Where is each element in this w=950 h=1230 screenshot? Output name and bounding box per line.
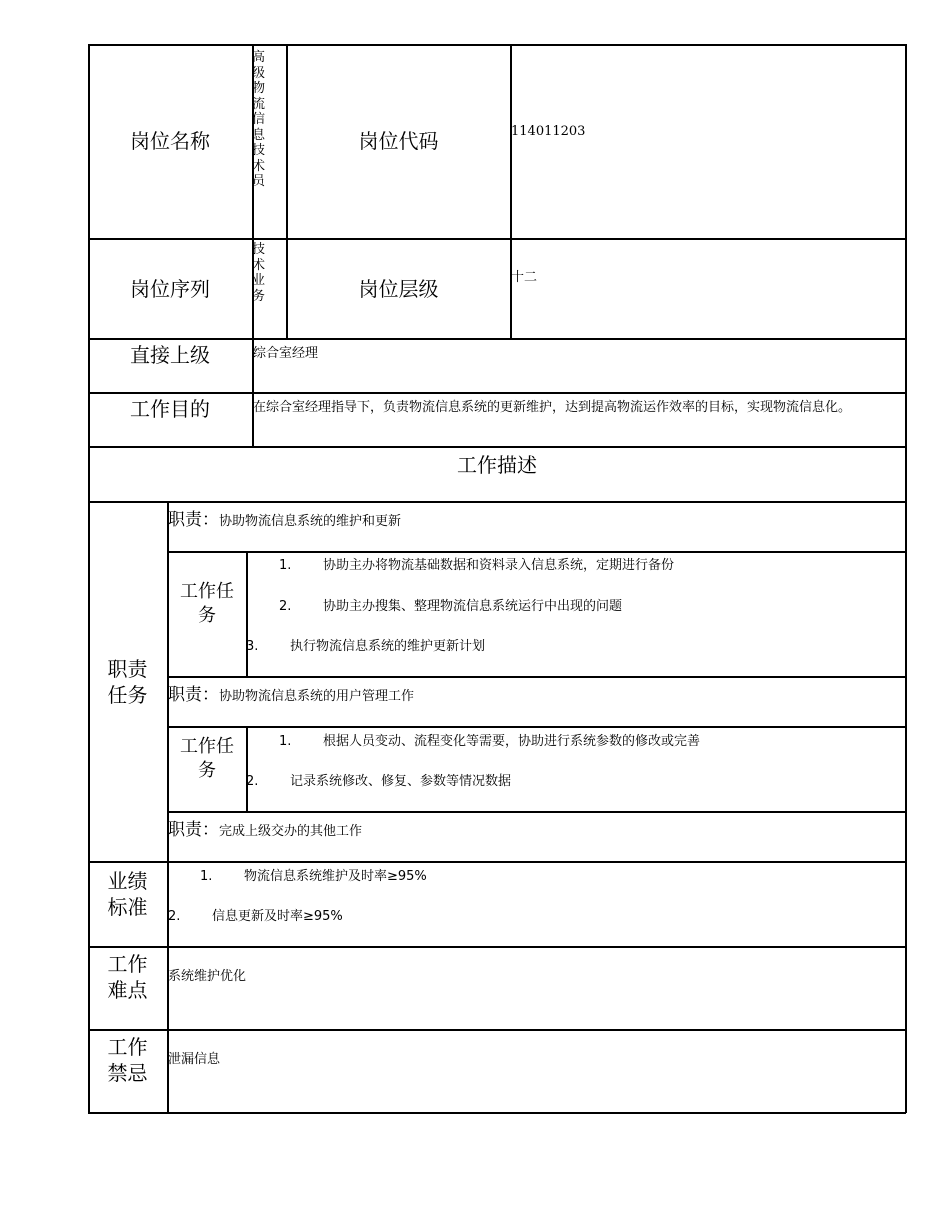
position-series-label: 岗位序列 bbox=[130, 277, 210, 301]
duty-divider bbox=[167, 551, 906, 553]
job-description-table bbox=[88, 44, 906, 1113]
task-text: 根据人员变动、流程变化等需要，协助进行系统参数的修改或完善 bbox=[323, 734, 701, 749]
task-num: 3. bbox=[246, 639, 259, 654]
duty-prefix: 职责： bbox=[168, 510, 219, 530]
duty-title bbox=[168, 815, 362, 840]
col-divider bbox=[246, 726, 248, 812]
col-divider bbox=[510, 44, 512, 339]
task-text: 执行物流信息系统的维护更新计划 bbox=[290, 639, 486, 654]
performance-label bbox=[88, 862, 167, 926]
position-name-value: 高级物流信息技术员 bbox=[252, 50, 266, 189]
duties-label-text: 职责任务 bbox=[107, 657, 148, 707]
task-num: 1. bbox=[279, 558, 292, 573]
row-divider bbox=[88, 861, 906, 863]
col-divider bbox=[246, 551, 248, 677]
row-divider bbox=[88, 1029, 906, 1031]
duty-prefix: 职责： bbox=[168, 685, 219, 705]
taboo-label bbox=[88, 1030, 167, 1090]
taboo-value: 泄漏信息 bbox=[168, 1052, 221, 1067]
position-level-label: 岗位层级 bbox=[358, 277, 439, 301]
performance-item bbox=[168, 905, 343, 924]
task-text: 协助主办将物流基础数据和资料录入信息系统，定期进行备份 bbox=[323, 558, 675, 573]
duty-divider bbox=[167, 811, 906, 813]
position-code-label: 岗位代码 bbox=[358, 129, 439, 153]
duty-text: 完成上级交办的其他工作 bbox=[219, 824, 363, 839]
duty-title bbox=[168, 505, 401, 530]
difficulty-value: 系统维护优化 bbox=[168, 969, 247, 984]
superior-label: 直接上级 bbox=[130, 343, 210, 367]
position-name-label: 岗位名称 bbox=[130, 129, 210, 153]
task-text: 记录系统修改、修复、参数等情况数据 bbox=[290, 774, 512, 789]
duty-title bbox=[168, 680, 414, 705]
table-border-right bbox=[905, 44, 907, 1113]
performance-text: 信息更新及时率≥95% bbox=[212, 909, 343, 924]
duty-divider bbox=[167, 676, 906, 678]
duty-prefix: 职责： bbox=[168, 820, 219, 840]
task-item bbox=[279, 730, 700, 749]
purpose-label: 工作目的 bbox=[130, 397, 210, 421]
task-item bbox=[279, 554, 674, 573]
duty-text: 协助物流信息系统的维护和更新 bbox=[219, 514, 402, 529]
superior-value: 综合室经理 bbox=[253, 346, 319, 361]
position-level-value: 十二 bbox=[511, 270, 538, 285]
performance-num: 2. bbox=[168, 909, 181, 924]
task-label bbox=[168, 552, 246, 656]
performance-label-text: 业绩标准 bbox=[107, 869, 148, 919]
description-title: 工作描述 bbox=[457, 453, 537, 477]
position-series-value: 技术业务 bbox=[252, 242, 266, 304]
difficulty-label bbox=[88, 947, 167, 1007]
task-item bbox=[246, 770, 511, 789]
performance-text: 物流信息系统维护及时率≥95% bbox=[244, 869, 427, 884]
task-label-text: 工作任务 bbox=[180, 736, 234, 781]
task-num: 1. bbox=[279, 734, 292, 749]
difficulty-label-text: 工作难点 bbox=[107, 952, 148, 1002]
row-divider bbox=[88, 501, 906, 503]
performance-num: 1. bbox=[200, 869, 213, 884]
performance-item bbox=[200, 865, 427, 884]
duty-divider bbox=[167, 726, 906, 728]
taboo-label-text: 工作禁忌 bbox=[107, 1035, 148, 1085]
duty-text: 协助物流信息系统的用户管理工作 bbox=[219, 689, 415, 704]
task-num: 2. bbox=[246, 774, 259, 789]
task-text: 协助主办搜集、整理物流信息系统运行中出现的问题 bbox=[323, 599, 623, 614]
task-item bbox=[246, 635, 485, 654]
table-border-bottom bbox=[88, 1112, 906, 1114]
row-divider bbox=[88, 946, 906, 948]
duties-label bbox=[88, 502, 167, 862]
task-item bbox=[279, 595, 622, 614]
task-label-text: 工作任务 bbox=[180, 581, 234, 626]
task-num: 2. bbox=[279, 599, 292, 614]
purpose-value: 在综合室经理指导下，负责物流信息系统的更新维护，达到提高物流运作效率的目标，实现物流信息化。 bbox=[253, 400, 852, 415]
task-label bbox=[168, 727, 246, 791]
position-code-value: 114011203 bbox=[511, 124, 586, 139]
